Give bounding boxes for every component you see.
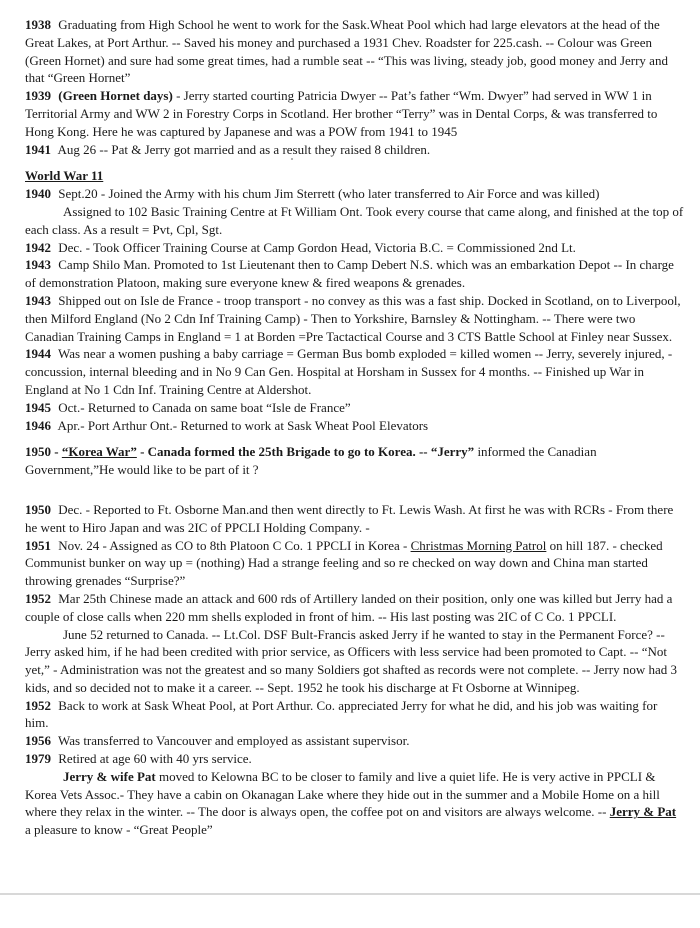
entry-text: Was near a women pushing a baby carriage = German Bus bomb exploded = killed women -- Jerry, severely injured, - concussion, internal bleeding and in No 9 Can Gen. Hospital at Horsham in Sussex for 4 months. -- Finished up War in England at No 1 Cdn Inf. Training Centre at Aldershot. — [25, 346, 673, 397]
entry-1939 — [25, 87, 684, 140]
entry-text: Dec. - Took Officer Training Course at Camp Gordon Head, Victoria B.C. = Commissioned 2nd Lt. — [58, 239, 576, 255]
entry-1943-a — [25, 256, 684, 292]
entry-text: Apr.- Port Arthur Ont.- Returned to work at Sask Wheat Pool Elevators — [57, 417, 429, 433]
year-label: 1943 — [25, 292, 51, 308]
year-label: 1940 — [25, 186, 51, 202]
year-label: 1950 — [25, 501, 51, 517]
entry-june-52: June 52 returned to Canada. -- Lt.Col. DSF Bult-Francis asked Jerry if he wanted to stay in the Permanent Force? -- Jerry asked him, if he had been credited with prior service, as Officers with less service had been promoted to Capt. -- “Not yet,” - Administration was not the greatest and so many Soldiers got shafted as records were not complete. -- Jerry now had 3 kids, and so decided not to make it a career. -- Sept. 1952 he took his discharge at Ft Osborne at Winnipeg. — [25, 626, 677, 695]
korea-year: 1950 - — [25, 444, 59, 460]
year-label: 1942 — [25, 239, 51, 255]
entry-1943-b — [25, 292, 684, 345]
year-label: 1938 — [25, 17, 51, 32]
entry-final — [25, 768, 684, 839]
year-label: 1945 — [25, 399, 51, 415]
year-label: 1944 — [25, 346, 51, 362]
entry-text: Back to work at Sask Wheat Pool, at Port Arthur. Co. appreciated Jerry for what he did, and his job was waiting for him. — [25, 697, 658, 731]
korea-jerry: “Jerry” — [430, 444, 475, 460]
entry-text: Was transferred to Vancouver and employed as assistant supervisor. — [58, 733, 410, 749]
year-label: 1946 — [25, 417, 51, 433]
entry-text: Nov. 24 - Assigned as CO to 8th Platoon C Co. 1 PPCLI in Korea - — [58, 537, 408, 553]
year-label: 1952 — [25, 590, 51, 606]
entry-1940 — [25, 185, 684, 203]
entry-text: Dec. - Reported to Ft. Osborne Man.and then went directly to Ft. Lewis Wash. At first he was with RCRs - From there he went to Hiro Japan and was 2IC of PPCLI Holding Company. - — [25, 501, 674, 535]
korea-war-heading — [25, 443, 684, 479]
entry-1952-a — [25, 590, 684, 626]
entry-text: Camp Shilo Man. Promoted to 1st Lieutenant then to Camp Debert N.S. which was an embarkation Depot -- In charge of demonstration Platoon, making sure everyone knew & fired weapons & grenades. — [25, 257, 674, 291]
entry-1946 — [25, 417, 684, 435]
entry-text: Sept.20 - Joined the Army with his chum Jim Sterrett (who later transferred to Air Force and was killed) — [58, 186, 600, 202]
entry-1950 — [25, 501, 684, 537]
entry-text: Oct.- Returned to Canada on same boat “Isle de France” — [58, 399, 351, 415]
entry-1941 — [25, 141, 684, 159]
entry-text: moved to Kelowna BC to be closer to family and live a quiet life. He is very active in PPCLI & Korea Vets Assoc.- They have a cabin on Okanagan Lake where they hide out in the summer and a Mobile Home on a hill where they relax in the winter. -- The door is always open, the coffee pot on and visitors are always welcome. -- — [25, 768, 660, 820]
entry-text: Aug 26 -- Pat & Jerry got married and as a result they raised 8 children. — [57, 141, 431, 157]
signature-names: Jerry & Pat — [609, 804, 677, 820]
year-label: 1979 — [25, 751, 51, 767]
entry-1979 — [25, 750, 684, 768]
entry-1944 — [25, 345, 684, 398]
entry-1951 — [25, 537, 684, 590]
entry-text-continued: on hill 187. - checked Communist bunker on way up = (nothing) Had a strange feeling and so re checked on way down and China man started throwing grenades “Surprise?” — [25, 537, 663, 589]
entry-1952-b — [25, 697, 684, 733]
section-heading-ww2: World War 11 — [25, 168, 104, 184]
entry-text: Graduating from High School he went to work for the Sask.Wheat Pool which had large elevators at the head of the Great Lakes, at Port Arthur. -- Saved his money and purchased a 1931 Chev. Roadster for 225.cash. -- Colour was Green (Green Hornet) and sure had some great times, had a rumble seat -- “This was living, steady job, good money and Jerry and that “Green Hornet” — [25, 17, 668, 86]
scan-bottom-edge — [0, 893, 700, 895]
entry-1945 — [25, 399, 684, 417]
entry-1940-continued: Assigned to 102 Basic Training Centre at Ft William Ont. Took every course that came along, and finished at the top of each class. As a result = Pvt, Cpl, Sgt. — [25, 203, 684, 237]
entry-1956 — [25, 732, 684, 750]
korea-end-text: informed the Canadian Government,”He would like to be part of it ? — [25, 444, 597, 478]
scan-speck — [291, 158, 293, 160]
year-label: 1956 — [25, 733, 51, 749]
korea-war-title: “Korea War” — [61, 444, 137, 460]
year-label: 1951 — [25, 537, 51, 553]
entry-1942 — [25, 239, 684, 257]
entry-text: - Jerry started courting Patricia Dwyer -- Pat’s father “Wm. Dwyer” had served in WW 1 in Territorial Army and WW 2 in Forestry Corps in Scotland. Her brother “Terry” was in Dental Corps, & was transferred to Hong Kong. Here he was captured by Japanese and was a POW from 1941 to 1945 — [25, 88, 658, 139]
year-label: 1941 — [25, 141, 51, 157]
entry-text: Shipped out on Isle de France - troop transport - no convey as this was a fast ship. Docked in Scotland, on to Liverpool, then Milford England (No 2 Cdn Inf Training Camp) - Then to Yorkshire, Barnsley & Nottingham. -- There were two Canadian Training Camps in England = 1 at Borden =Pre Tactactical Course and 3 CTS Battle School at Finley near Sussex. — [25, 292, 681, 344]
entry-bold-text: (Green Hornet days) — [58, 88, 173, 104]
korea-mid-text: - Canada formed the 25th Brigade to go to Korea. -- — [140, 444, 428, 460]
year-label: 1939 — [25, 88, 51, 104]
entry-text: Retired at age 60 with 40 yrs service. — [58, 751, 252, 767]
year-label: 1952 — [25, 697, 51, 713]
entry-end-text: a pleasure to know - “Great People” — [25, 822, 213, 838]
entry-text: Mar 25th Chinese made an attack and 600 rds of Artillery landed on their position, only one was killed but Jerry had a couple of close calls when 220 mm shells exploded in front of him. -- His last posting was 2IC of C Co. 1 PPCLI. — [25, 590, 673, 624]
entry-1938 — [25, 16, 684, 87]
final-bold-text: Jerry & wife Pat — [63, 768, 156, 784]
christmas-patrol-link: Christmas Morning Patrol — [410, 537, 547, 553]
year-label: 1943 — [25, 257, 51, 273]
